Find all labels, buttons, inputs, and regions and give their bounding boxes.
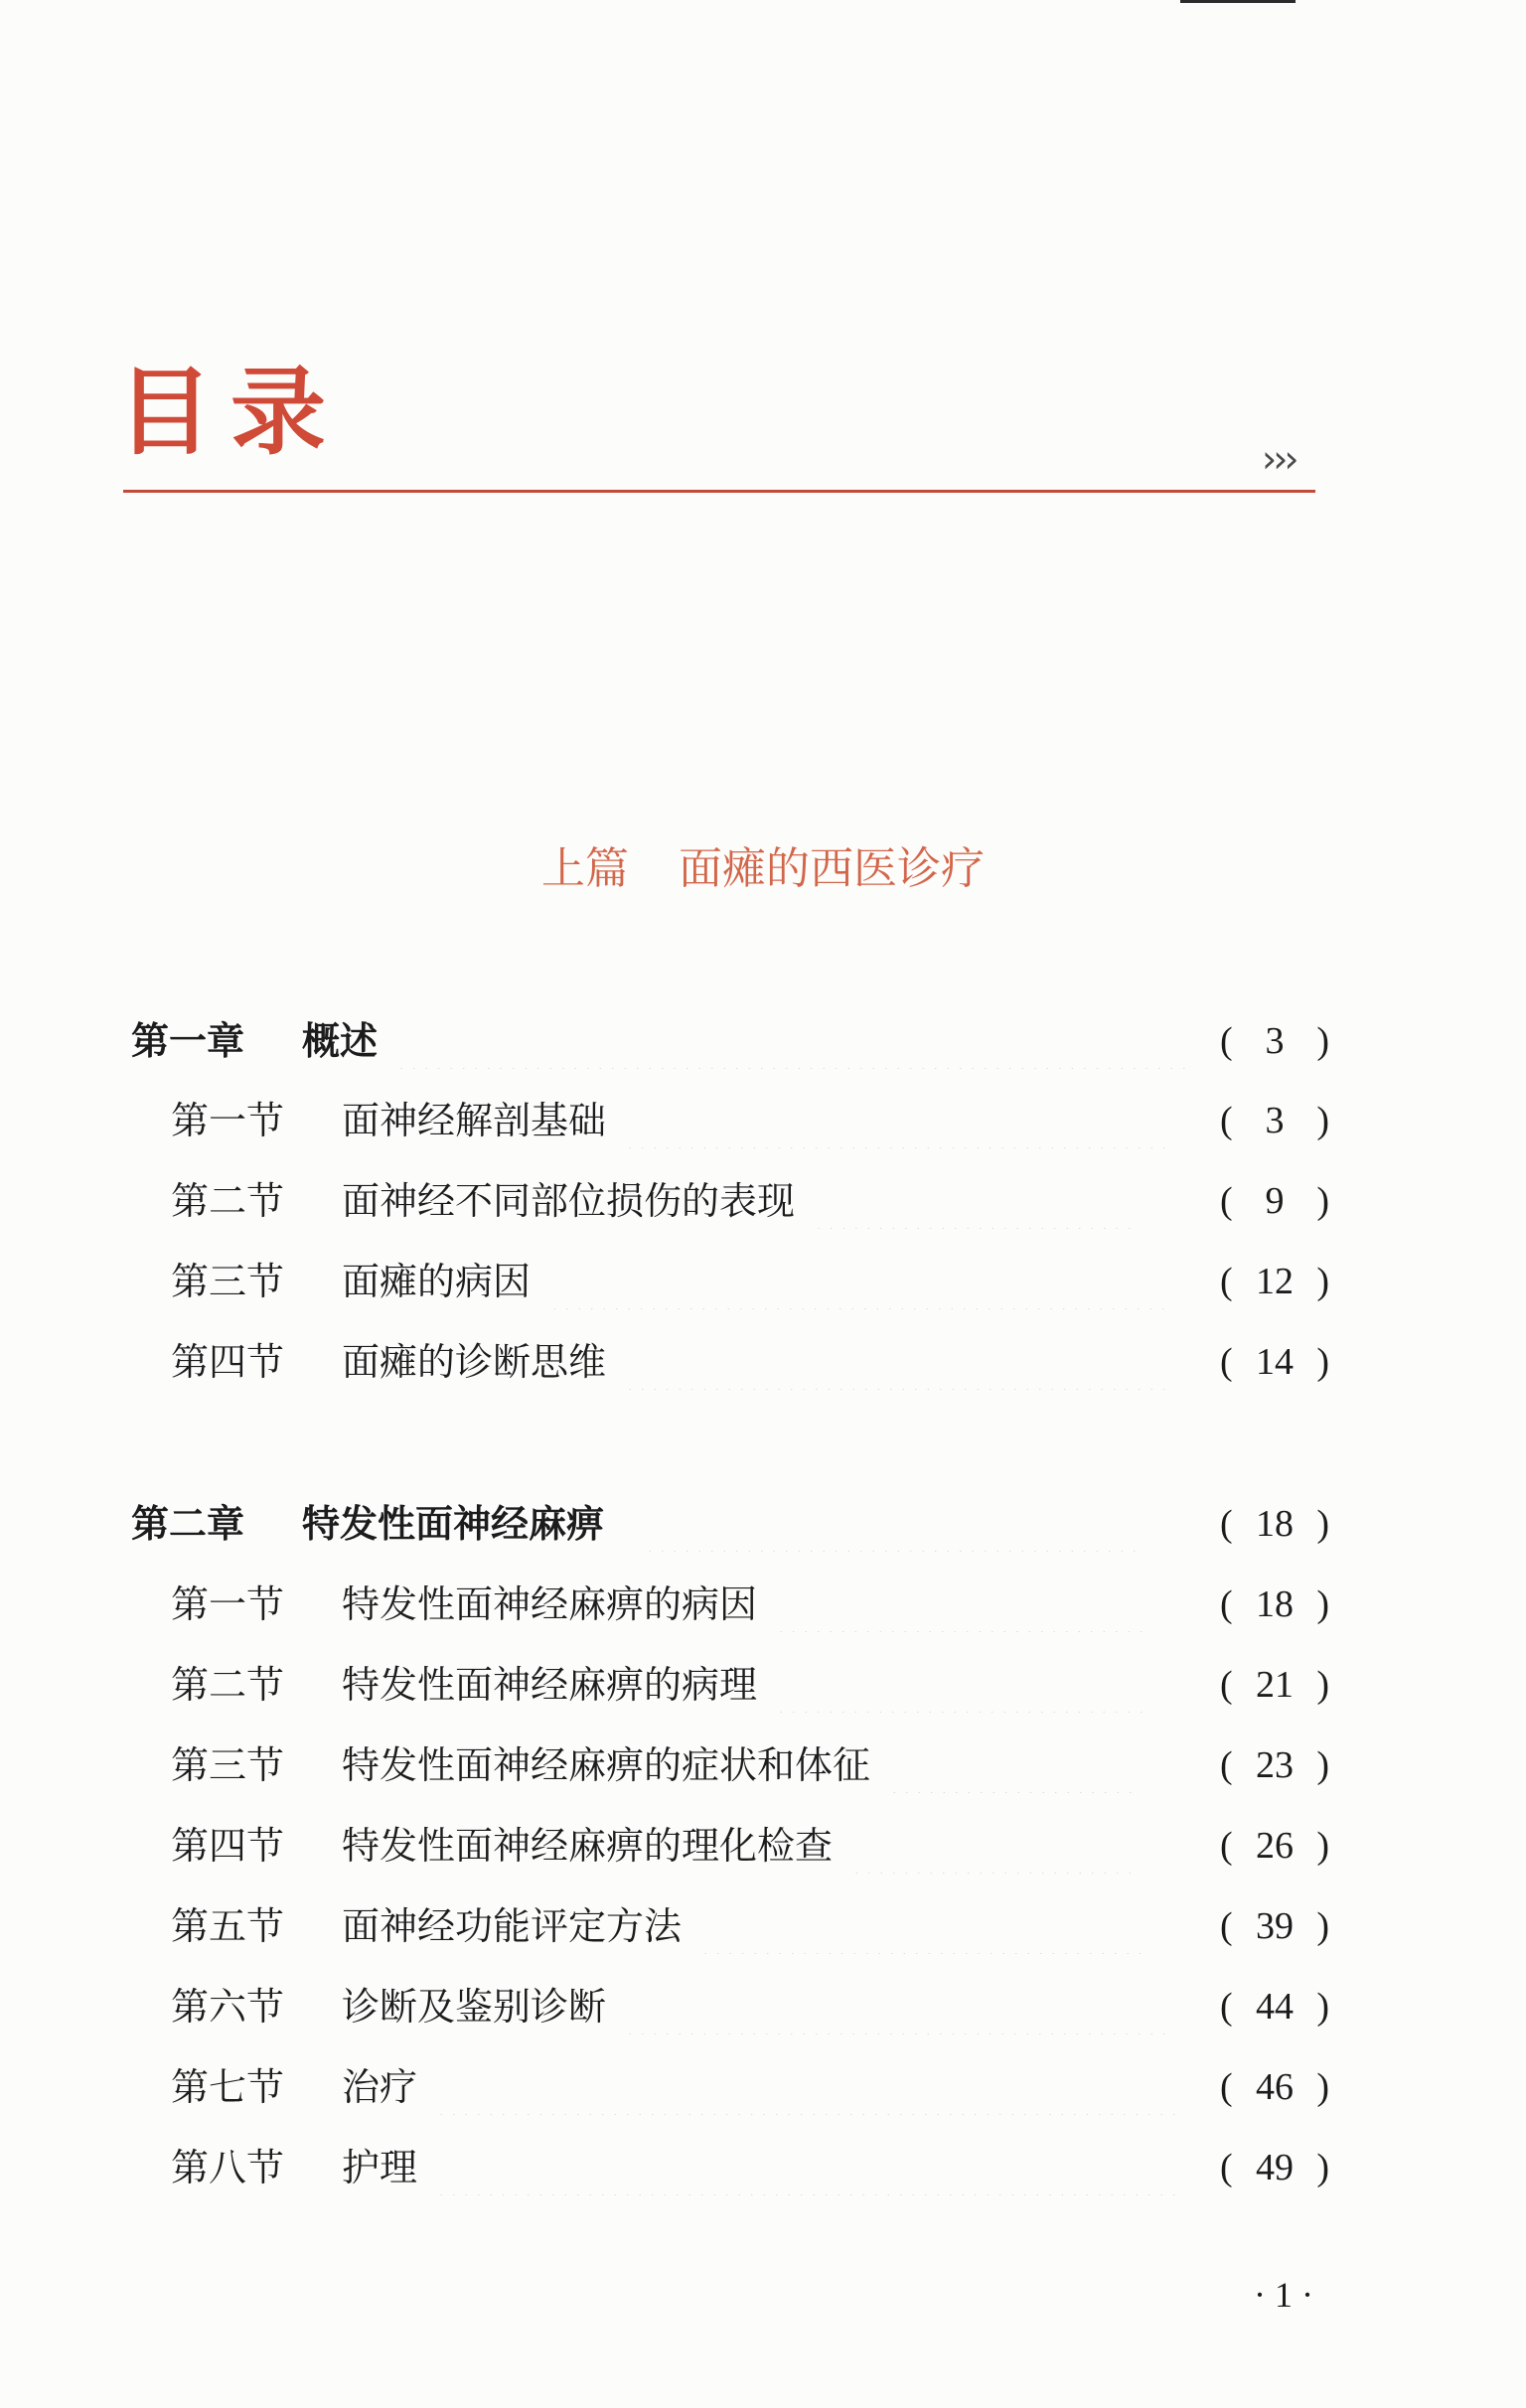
toc-page-number: 9 bbox=[1265, 1180, 1285, 1222]
toc-page: ( 12 ) bbox=[1220, 1254, 1329, 1309]
dot-leader bbox=[644, 1496, 1141, 1552]
toc-page-number: 18 bbox=[1256, 1503, 1294, 1545]
toc-page-number: 46 bbox=[1256, 2066, 1294, 2108]
part-title: 面瘫的西医诊疗 bbox=[679, 843, 985, 894]
toc-page: ( 21 ) bbox=[1220, 1657, 1329, 1713]
toc-section[interactable] bbox=[0, 1577, 1329, 1632]
toc-number: 第一节 bbox=[171, 1099, 285, 1142]
toc-title: 特发性面神经麻痹的理化检查 bbox=[342, 1824, 834, 1868]
toc-title: 治疗 bbox=[342, 2065, 418, 2109]
dot-leader bbox=[548, 1254, 1174, 1309]
toc-chapter-1[interactable] bbox=[0, 1013, 1329, 1069]
part-label: 上篇 bbox=[541, 843, 629, 894]
toc-section[interactable] bbox=[0, 1254, 1329, 1309]
toc-number: 第二章 bbox=[131, 1502, 245, 1546]
toc-title: 特发性面神经麻痹的病因 bbox=[342, 1582, 758, 1626]
dot-leader bbox=[813, 1173, 1136, 1229]
toc-page: ( 3 ) bbox=[1220, 1013, 1329, 1069]
toc-number: 第五节 bbox=[171, 1904, 285, 1948]
toc-page: ( 44 ) bbox=[1220, 1979, 1329, 2034]
toc-title: 面神经不同部位损伤的表现 bbox=[342, 1179, 796, 1223]
toc-title: 特发性面神经麻痹的病理 bbox=[342, 1663, 758, 1707]
toc-page: ( 49 ) bbox=[1220, 2140, 1329, 2195]
toc-section[interactable] bbox=[0, 2140, 1329, 2195]
toc-number: 第三节 bbox=[171, 1260, 285, 1303]
dot-leader bbox=[850, 1818, 1139, 1874]
toc-section[interactable] bbox=[0, 1818, 1329, 1874]
toc-section[interactable] bbox=[0, 1093, 1329, 1148]
toc-number: 第三节 bbox=[171, 1743, 285, 1787]
toc-section[interactable] bbox=[0, 2059, 1329, 2115]
toc-page-number: 39 bbox=[1256, 1905, 1294, 1947]
toc-title: 面神经解剖基础 bbox=[342, 1099, 607, 1142]
toc-title: 面瘫的诊断思维 bbox=[342, 1340, 607, 1384]
toc-section[interactable] bbox=[0, 1737, 1329, 1793]
toc-number: 第一节 bbox=[171, 1582, 285, 1626]
toc-section[interactable] bbox=[0, 1657, 1329, 1713]
toc-title: 特发性面神经麻痹的症状和体征 bbox=[342, 1743, 871, 1787]
toc-number: 第六节 bbox=[171, 1985, 285, 2029]
toc-page-number: 3 bbox=[1265, 1020, 1285, 1062]
toc-page-number: 14 bbox=[1256, 1341, 1294, 1383]
toc-title: 特发性面神经麻痹 bbox=[302, 1502, 605, 1546]
top-edge-mark bbox=[1180, 0, 1296, 3]
toc-section[interactable] bbox=[0, 1334, 1329, 1390]
toc-number: 第二节 bbox=[171, 1179, 285, 1223]
dot-leader bbox=[888, 1737, 1137, 1793]
dot-leader bbox=[395, 1013, 1185, 1069]
toc-number: 第七节 bbox=[171, 2065, 285, 2109]
toc-title: 概述 bbox=[302, 1019, 379, 1063]
toc-page-number: 21 bbox=[1256, 1664, 1294, 1706]
toc-page-number: 26 bbox=[1256, 1825, 1294, 1867]
toc-chapter-2[interactable] bbox=[0, 1496, 1329, 1552]
dot-leader bbox=[624, 1334, 1170, 1390]
dot-leader bbox=[775, 1577, 1147, 1632]
toc-number: 第一章 bbox=[131, 1019, 245, 1063]
toc-page: ( 14 ) bbox=[1220, 1334, 1329, 1390]
toc-page-number: 44 bbox=[1256, 1986, 1294, 2028]
toc-page-number: 49 bbox=[1256, 2147, 1294, 2188]
toc-title: 面瘫的病因 bbox=[342, 1260, 532, 1303]
toc-page-number: 18 bbox=[1256, 1583, 1294, 1625]
chevrons-right-icon: ››› bbox=[1262, 437, 1296, 481]
toc-number: 第四节 bbox=[171, 1824, 285, 1868]
toc-section[interactable] bbox=[0, 1173, 1329, 1229]
page-number: · 1 · bbox=[1254, 2275, 1313, 2315]
toc-page: ( 18 ) bbox=[1220, 1496, 1329, 1552]
title-rule bbox=[123, 490, 1315, 493]
toc-title: 诊断及鉴别诊断 bbox=[342, 1985, 607, 2029]
dot-leader bbox=[699, 1898, 1146, 1954]
dot-leader bbox=[775, 1657, 1147, 1713]
dot-leader bbox=[435, 2140, 1185, 2195]
toc-number: 第二节 bbox=[171, 1663, 285, 1707]
toc-page: ( 23 ) bbox=[1220, 1737, 1329, 1793]
toc-title: 面神经功能评定方法 bbox=[342, 1904, 683, 1948]
toc-title: 护理 bbox=[342, 2146, 418, 2189]
toc-page: ( 3 ) bbox=[1220, 1093, 1329, 1148]
toc-page-number: 12 bbox=[1256, 1261, 1294, 1302]
toc-page: ( 9 ) bbox=[1220, 1173, 1329, 1229]
toc-number: 第八节 bbox=[171, 2146, 285, 2189]
toc-page: ( 18 ) bbox=[1220, 1577, 1329, 1632]
page-title: 目录 bbox=[117, 357, 344, 468]
dot-leader bbox=[624, 1093, 1170, 1148]
toc-number: 第四节 bbox=[171, 1340, 285, 1384]
toc-page-number: 3 bbox=[1265, 1100, 1285, 1141]
part-heading bbox=[0, 839, 1526, 899]
dot-leader bbox=[624, 1979, 1165, 2034]
toc-page: ( 26 ) bbox=[1220, 1818, 1329, 1874]
dot-leader bbox=[435, 2059, 1185, 2115]
toc-section[interactable] bbox=[0, 1979, 1329, 2034]
toc-section[interactable] bbox=[0, 1898, 1329, 1954]
toc-page-number: 23 bbox=[1256, 1744, 1294, 1786]
toc-page: ( 46 ) bbox=[1220, 2059, 1329, 2115]
toc-page: ( 39 ) bbox=[1220, 1898, 1329, 1954]
